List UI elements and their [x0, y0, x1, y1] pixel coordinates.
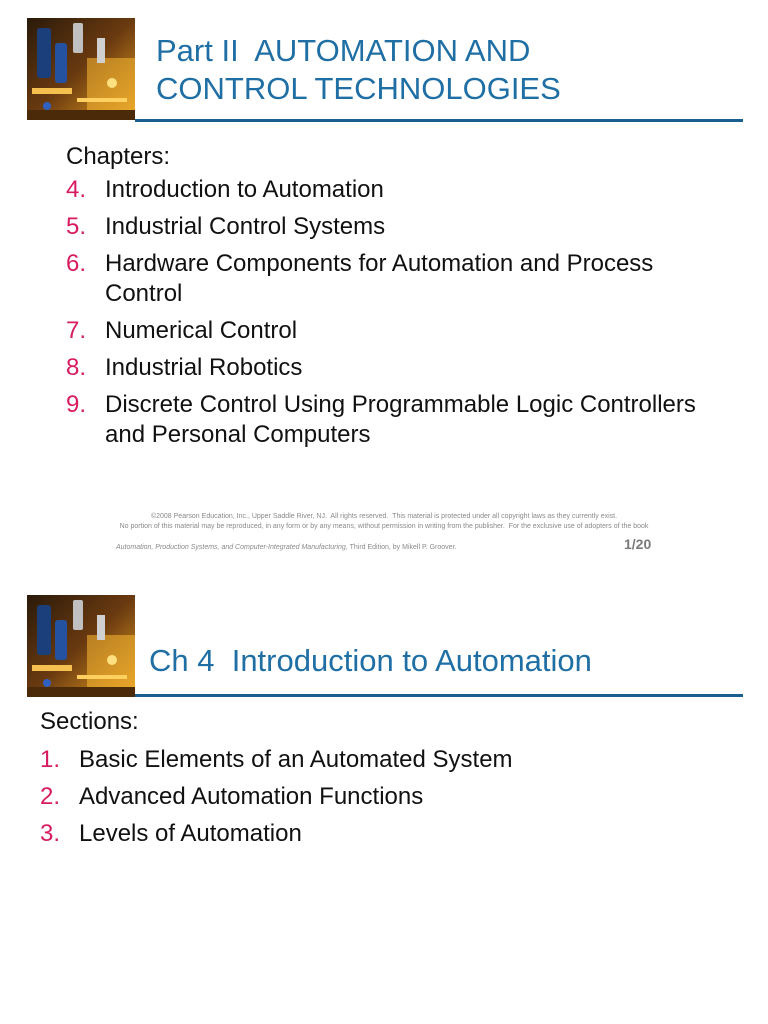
book-citation: Automation, Production Systems, and Computer-Integrated Manufacturing, Third Edition, by Mikell P. Groover.: [116, 544, 457, 551]
slide-title: Ch 4 Introduction to Automation: [149, 643, 592, 678]
slide-title: Part II AUTOMATION AND CONTROL TECHNOLOGIES: [156, 33, 561, 106]
list-item: 8. Industrial Robotics: [66, 354, 303, 381]
section-list: [40, 745, 700, 856]
circuit-board-thumbnail: [27, 18, 135, 120]
list-item: 1. Basic Elements of an Automated System: [40, 746, 513, 773]
list-item: 2. Advanced Automation Functions: [40, 783, 424, 810]
circuit-board-icon: [27, 595, 135, 697]
list-item: 9. Discrete Control Using Programmable Logic Controllers and Personal Computers: [66, 391, 696, 448]
sections-heading: Sections:: [40, 708, 139, 735]
circuit-board-thumbnail: [27, 595, 135, 697]
page-number: 1/20: [624, 536, 652, 552]
list-item: 4. Introduction to Automation: [66, 176, 384, 203]
list-item: 7. Numerical Control: [66, 317, 298, 344]
slide-ch4: [0, 590, 768, 890]
title-rule: [135, 119, 743, 122]
chapter-list: [66, 175, 726, 457]
list-item: 3. Levels of Automation: [40, 820, 302, 847]
list-item: 5. Industrial Control Systems: [66, 213, 386, 240]
list-item: 6. Hardware Components for Automation and Process Control: [66, 250, 654, 307]
copyright-line-2: No portion of this material may be reproduced, in any form or by any means, without permission in writing from the publisher. For the exclusive use of adopters of the book: [119, 523, 649, 530]
copyright-line-1: ©2008 Pearson Education, Inc., Upper Saddle River, NJ. All rights reserved. This material is protected under all copyright laws as they currently exist.: [150, 513, 618, 520]
circuit-board-icon: [27, 18, 135, 120]
title-rule: [135, 694, 743, 697]
chapters-heading: Chapters:: [66, 143, 171, 170]
